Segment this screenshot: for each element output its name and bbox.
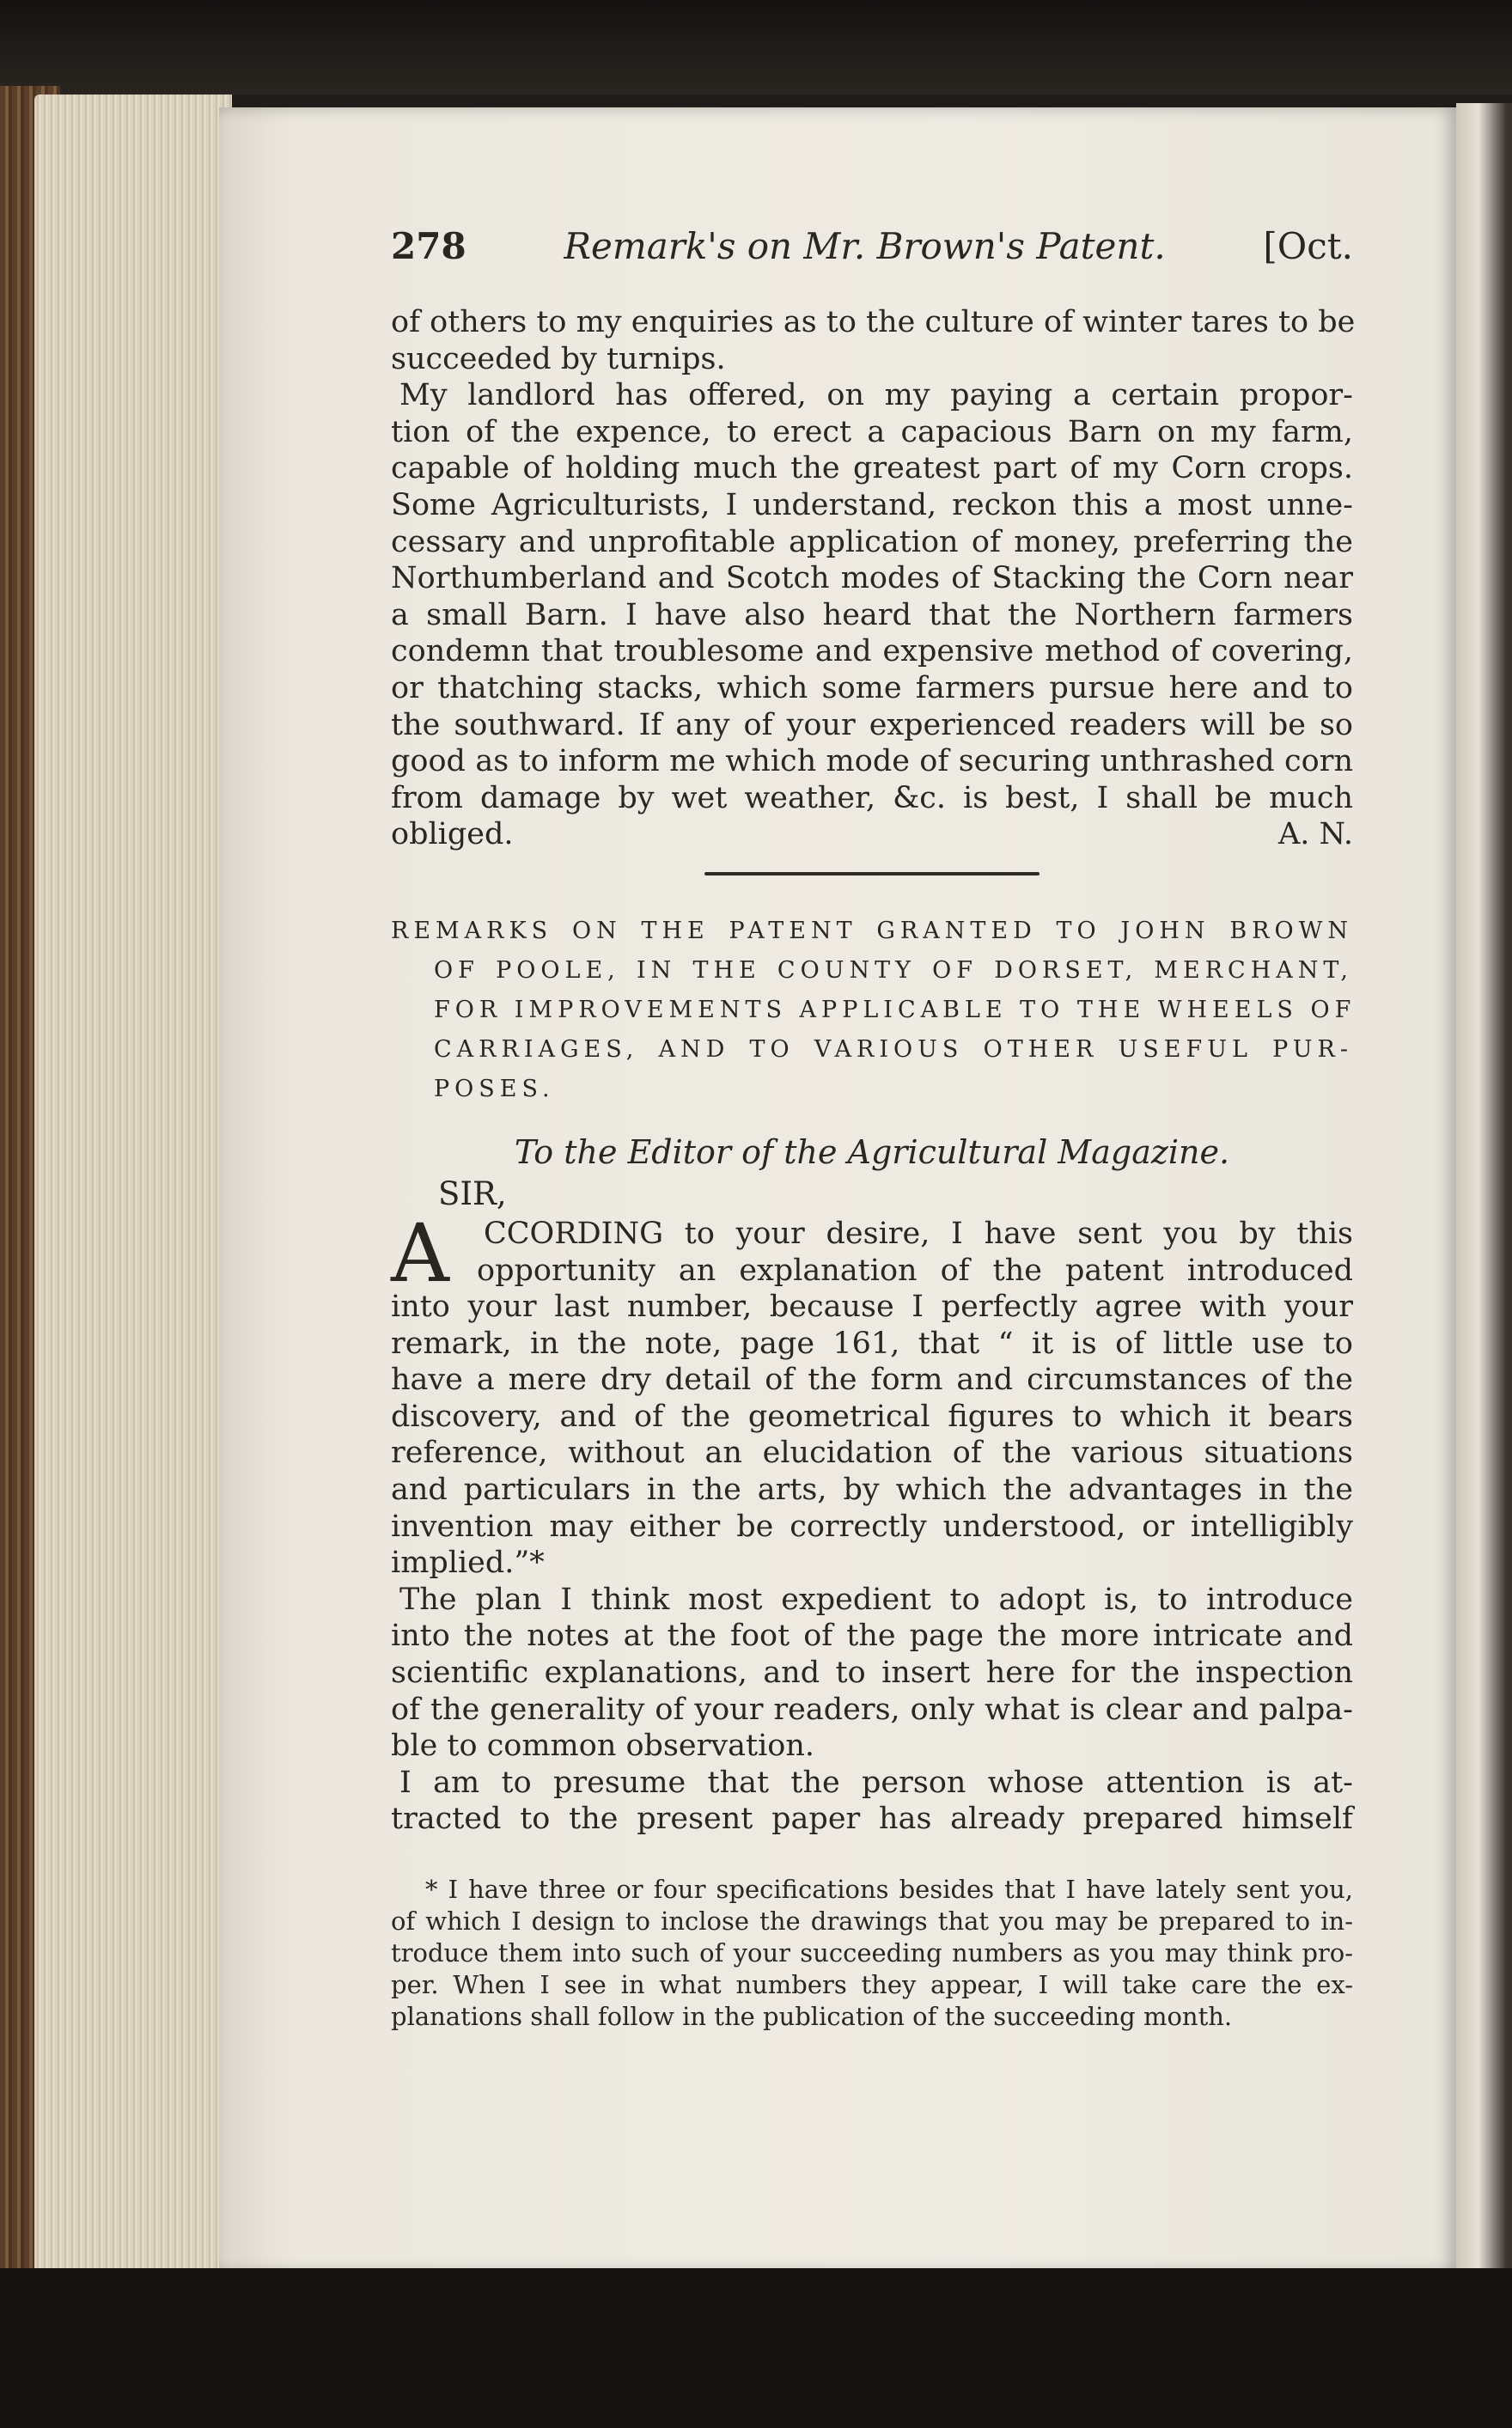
text-line: tracted to the present paper has already prepared himself [391, 1802, 1353, 1837]
text-line: discovery, and of the geometrical figures to which it bears [391, 1399, 1353, 1434]
title-line: OF POOLE, IN THE COUNTY OF DORSET, MERCHANT, [434, 956, 1353, 984]
text-line: good as to inform me which mode of securing unthrashed corn [391, 744, 1353, 779]
section-reference: [Oct. [1263, 225, 1353, 267]
footnote-line: per. When I see in what numbers they appear, I will take care the ex- [391, 1970, 1353, 1999]
text-line: into the notes at the foot of the page the more intricate and [391, 1619, 1353, 1654]
article-body [391, 1206, 1353, 1838]
title-line: POSES. [434, 1075, 555, 1102]
page-number: 278 [391, 225, 466, 267]
title-line: FOR IMPROVEMENTS APPLICABLE TO THE WHEELS OF [434, 996, 1357, 1023]
text-line: tion of the expence, to erect a capacious Barn on my farm, [391, 414, 1353, 449]
text-line: or thatching stacks, which some farmers pursue here and to [391, 670, 1353, 705]
text-line: into your last number, because I perfectly agree with your [391, 1290, 1353, 1325]
text-line: Northumberland and Scotch modes of Stacking the Corn near [391, 561, 1353, 596]
footnote-line: of which I design to inclose the drawings that you may be prepared to in- [391, 1906, 1353, 1936]
signoff-line [391, 816, 1353, 853]
text-line: The plan I think most expedient to adopt is, to introduce [399, 1582, 1353, 1617]
text-line: Some Agriculturists, I understand, reckon this a most unne- [391, 487, 1353, 522]
title-line: CARRIAGES, AND TO VARIOUS OTHER USEFUL PUR- [434, 1035, 1353, 1063]
text-line: of others to my enquiries as to the culture of winter tares to be [391, 305, 1356, 339]
text-line: a small Barn. I have also heard that the Northern farmers [391, 597, 1353, 632]
section-divider [704, 872, 1040, 875]
backdrop-top [0, 0, 1512, 95]
text-line: implied.”* [391, 1546, 545, 1581]
addressee-line: To the Editor of the Agricultural Magazine. [514, 1132, 1230, 1171]
footnote-line: planations shall follow in the publication of the succeeding month. [391, 2002, 1233, 2031]
title-line: REMARKS ON THE PATENT GRANTED TO JOHN BROWN [391, 917, 1353, 944]
text-line: ble to common observation. [391, 1729, 815, 1764]
footnote-line: * I have three or four specifications besides that I have lately sent you, [425, 1875, 1353, 1904]
signature: A. N. [1277, 817, 1353, 852]
backdrop-bottom [0, 2268, 1512, 2428]
page-stack-edge [34, 95, 232, 2277]
text-line: opportunity an explanation of the patent introduced [477, 1253, 1353, 1288]
page-text-block [391, 225, 1357, 2033]
drop-cap: A [391, 1206, 449, 1301]
text-line: CCORDING to your desire, I have sent you by this [484, 1216, 1353, 1251]
text-line: invention may either be correctly understood, or intelligibly [391, 1509, 1353, 1544]
text-line: I am to presume that the person whose attention is at- [399, 1765, 1353, 1800]
text-line: the southward. If any of your experienced readers will be so [391, 707, 1353, 742]
text-line: scientific explanations, and to insert here for the inspection [391, 1656, 1353, 1691]
article-title [391, 912, 1357, 1109]
text-line: and particulars in the arts, by which the advantages in the [391, 1473, 1353, 1508]
letter-continuation [391, 304, 1356, 853]
salutation: SIR, [438, 1174, 507, 1212]
text-line: reference, without an elucidation of the various situations [391, 1436, 1353, 1471]
running-title: Remark's on Mr. Brown's Patent. [564, 225, 1166, 267]
text-line: My landlord has offered, on my paying a certain propor- [399, 378, 1353, 413]
text-line: condemn that troublesome and expensive method of covering, [391, 634, 1353, 669]
text-line: have a mere dry detail of the form and circumstances of the [391, 1363, 1353, 1398]
text-line: from damage by wet weather, &c. is best, I shall be much [391, 780, 1353, 815]
facing-page-edge [1456, 103, 1512, 2277]
text-line: remark, in the note, page 161, that “ it is of little use to [391, 1326, 1353, 1361]
footnote [391, 1874, 1353, 2033]
text-line: succeeded by turnips. [391, 341, 726, 376]
text-line: of the generality of your readers, only what is clear and palpa- [391, 1692, 1353, 1727]
text-line: cessary and unprofitable application of money, preferring the [391, 524, 1353, 559]
closing-word: obliged. [391, 817, 514, 852]
running-header [391, 225, 1353, 285]
text-line: capable of holding much the greatest part of my Corn crops. [391, 451, 1353, 486]
footnote-line: troduce them into such of your succeeding numbers as you may think pro- [391, 1938, 1353, 1967]
